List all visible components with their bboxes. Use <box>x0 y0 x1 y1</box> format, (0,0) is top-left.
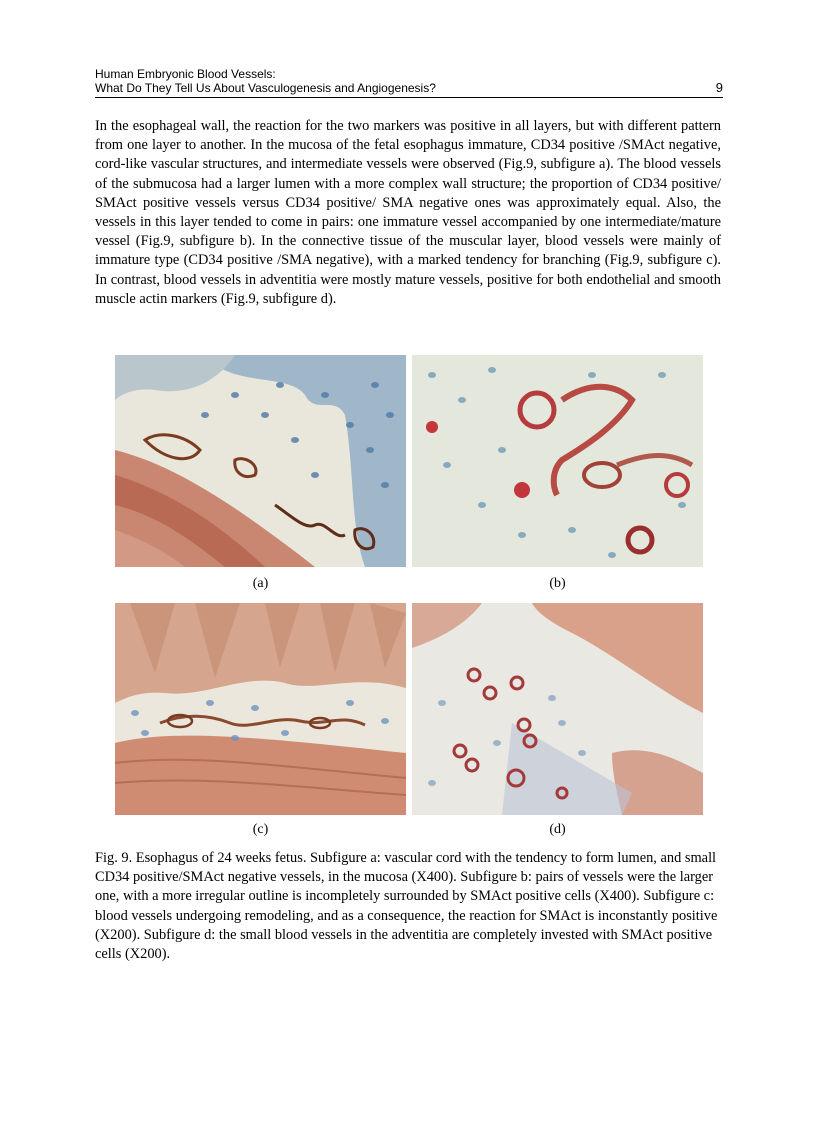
micrograph-b <box>412 355 703 567</box>
running-head <box>95 67 723 95</box>
figure-caption: Fig. 9. Esophagus of 24 weeks fetus. Subfigure a: vascular cord with the tendency to form lumen, and small CD34 positive/SMAct negative vessels, in the mucosa (X400). Subfigure b: pairs of vessels were the larger one, with a more irregular outline is incompletely surrounded by SMAct positive cells (X400). Subfigure c: blood vessels undergoing remodeling, and as a consequence, the reaction for SMAct is inconstantly positive (X200). Subfigure d: the small blood vessels in the adventitia are completely invested with SMAct positive cells (X200). <box>95 850 718 963</box>
panel-label-a: (a) <box>252 576 269 591</box>
figure-9 <box>115 355 703 845</box>
header-rule <box>95 97 723 98</box>
body-paragraph: In the esophageal wall, the reaction for the two markers was positive in all layers, but with different pattern from one layer to another. In the mucosa of the fetal esophagus immature, CD34 positive /SMAct negative, cord-like vascular structures, and intermediate vessels were observed (Fig.9, subfigure a). The blood vessels of the submucosa had a larger lumen with a more complex wall structure; the proportion of CD34 positive/ SMAct positive vessels versus CD34 positive/ SMA negative ones was approximately equal. Also, the vessels in this layer tended to come in pairs: one immature vessel accompanied by one intermediate/mature vessel (Fig.9, subfigure b). In the connective tissue of the muscular layer, blood vessels were mainly of immature type (CD34 positive /SMA negative), with a marked tendency for branching (Fig.9, subfigure c). In contrast, blood vessels in adventitia were mostly mature vessels, positive for both endothelial and smooth muscle actin markers (Fig.9, subfigure d). <box>95 118 721 307</box>
panel-label-d: (d) <box>549 822 566 837</box>
page-number: 9 <box>715 80 723 95</box>
running-head-line-1: Human Embryonic Blood Vessels: <box>95 67 276 81</box>
panel-label-b: (b) <box>549 576 566 591</box>
micrograph-c <box>115 603 406 815</box>
running-head-line-2: What Do They Tell Us About Vasculogenesis and Angiogenesis? <box>95 81 436 95</box>
panel-label-c: (c) <box>252 822 269 837</box>
micrograph-d <box>412 603 703 815</box>
micrograph-a <box>115 355 406 567</box>
